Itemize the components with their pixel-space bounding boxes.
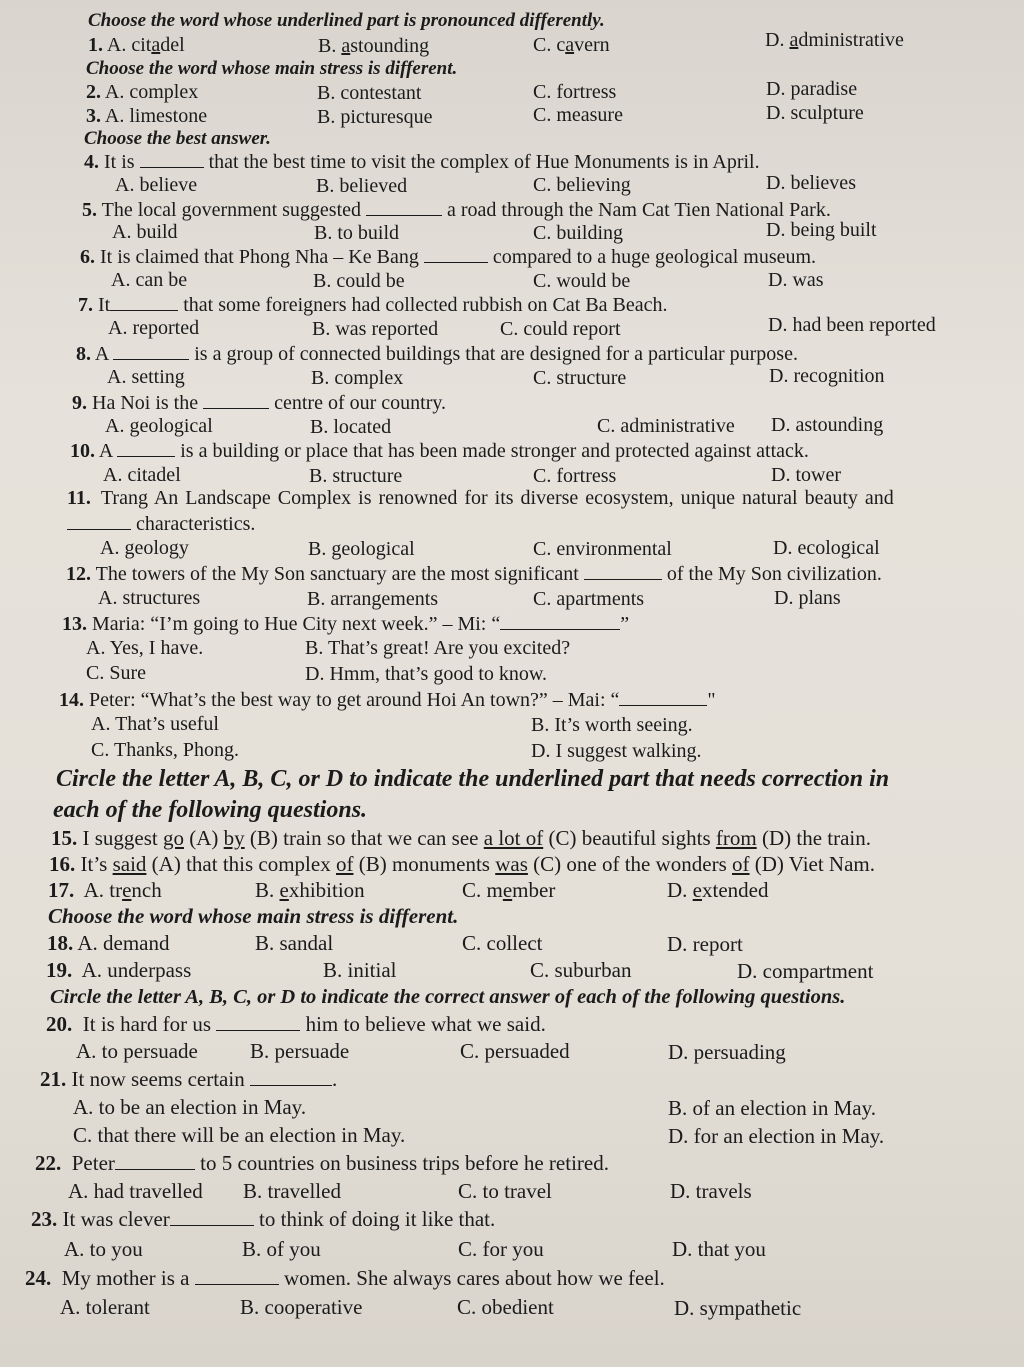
question-8: 8. A is a group of connected buildings that are designed for a particular purpose. <box>76 343 798 365</box>
question-14: 14. Peter: “What’s the best way to get around Hoi An town?” – Mai: “ " <box>59 689 716 711</box>
option-d: D. plans <box>774 587 841 609</box>
option-c: C. would be <box>533 270 631 292</box>
option-b: B. exhibition <box>255 878 365 902</box>
option-a: A. to persuade <box>76 1039 198 1063</box>
question-3: 3. A. limestone <box>86 105 208 127</box>
option-c: C. Sure <box>86 662 146 684</box>
option-c: C. to travel <box>458 1179 552 1203</box>
option-d: D. travels <box>670 1179 752 1203</box>
option-b: B. was reported <box>312 318 439 340</box>
question-11: 11. Trang An Landscape Complex is renowned for its diverse ecosystem, unique natural beauty and <box>67 487 894 509</box>
option-b: B. located <box>310 416 392 438</box>
question-1: 1. A. citadel <box>88 34 185 56</box>
question-6: 6. It is claimed that Phong Nha – Ke Bang compared to a huge geological museum. <box>80 246 817 268</box>
option-c: C. measure <box>533 104 623 126</box>
option-c: C. that there will be an election in May. <box>73 1123 406 1147</box>
option-c: C. structure <box>533 367 627 389</box>
question-10: 10. A is a building or place that has been made stronger and protected against attack. <box>70 440 809 462</box>
question-12: 12. The towers of the My Son sanctuary are the most significant of the My Son civilization. <box>66 563 882 585</box>
option-b: B. arrangements <box>307 588 439 610</box>
question-20: 20. It is hard for us him to believe what we said. <box>46 1012 546 1036</box>
option-d: D. had been reported <box>768 314 936 336</box>
option-d: D. sculpture <box>766 102 864 124</box>
section-instruction: Choose the word whose main stress is different. <box>86 58 458 79</box>
option-d: D. being built <box>766 219 877 241</box>
option-a: A. to you <box>64 1237 143 1261</box>
option-a: A. setting <box>107 366 185 388</box>
option-c: C. apartments <box>533 588 645 610</box>
option-c: C. member <box>462 878 556 902</box>
option-a: A. believe <box>115 174 198 196</box>
option-d: D. I suggest walking. <box>531 740 702 762</box>
option-d: D. for an election in May. <box>668 1124 885 1148</box>
question-2: 2. A. complex <box>86 81 199 103</box>
option-b: B. persuade <box>250 1039 350 1063</box>
option-b: B. astounding <box>318 35 430 57</box>
question-19: 19. A. underpass <box>46 958 192 982</box>
option-c: C. collect <box>462 931 543 955</box>
option-d: D. persuading <box>668 1040 786 1064</box>
option-d: D. astounding <box>771 414 884 436</box>
option-c: C. Thanks, Phong. <box>91 739 239 761</box>
option-c: C. for you <box>458 1237 544 1261</box>
option-a: A. geological <box>105 415 213 437</box>
option-b: B. It’s worth seeing. <box>531 714 693 736</box>
option-d: D. paradise <box>766 78 858 100</box>
question-5: 5. The local government suggested a road through the Nam Cat Tien National Park. <box>82 199 831 221</box>
question-22: 22. Peter to 5 countries on business trips before he retired. <box>35 1151 609 1175</box>
option-b: B. initial <box>323 958 397 982</box>
option-b: B. cooperative <box>240 1295 363 1319</box>
option-d: D. ecological <box>773 537 880 559</box>
option-c: C. believing <box>533 174 631 196</box>
option-c: C. fortress <box>533 465 617 487</box>
option-c: C. environmental <box>533 538 672 560</box>
option-d: D. was <box>768 269 824 291</box>
option-a: A. citadel <box>103 464 181 486</box>
option-d: D. administrative <box>765 29 904 51</box>
option-c: C. obedient <box>457 1295 554 1319</box>
option-d: D. believes <box>766 172 856 194</box>
option-c: C. persuaded <box>460 1039 570 1063</box>
question-24: 24. My mother is a women. She always cares about how we feel. <box>25 1266 665 1290</box>
question-9: 9. Ha Noi is the centre of our country. <box>72 392 447 414</box>
option-c: C. building <box>533 222 624 244</box>
option-b: B. sandal <box>255 931 334 955</box>
question-7: 7. It that some foreigners had collected rubbish on Cat Ba Beach. <box>78 294 668 316</box>
question-4: 4. It is that the best time to visit the complex of Hue Monuments is in April. <box>84 151 760 173</box>
question-15: 15. I suggest go (A) by (B) train so that we can see a lot of (C) beautiful sights from (D) the train. <box>51 826 872 850</box>
question-18: 18. A. demand <box>47 931 170 955</box>
section-instruction: Circle the letter A, B, C, or D to indicate the underlined part that needs correction in <box>56 766 890 792</box>
option-b: B. picturesque <box>317 106 433 128</box>
question-11-cont: characteristics. <box>67 511 255 536</box>
option-d: D. extended <box>667 878 769 902</box>
section-instruction-cont: each of the following questions. <box>53 797 368 823</box>
option-a: A. build <box>112 221 178 243</box>
option-b: B. believed <box>316 175 408 197</box>
option-b: B. That’s great! Are you excited? <box>305 637 571 659</box>
option-b: B. of you <box>242 1237 321 1261</box>
question-23: 23. It was clever to think of doing it like that. <box>31 1207 496 1231</box>
option-d: D. report <box>667 932 743 956</box>
option-b: B. geological <box>308 538 415 560</box>
option-d: D. Hmm, that’s good to know. <box>305 663 548 685</box>
question-13: 13. Maria: “I’m going to Hue City next week.” – Mi: “ ” <box>62 613 630 635</box>
section-instruction: Choose the word whose main stress is different. <box>48 904 459 928</box>
option-a: A. Yes, I have. <box>86 637 204 659</box>
option-c: C. administrative <box>597 415 735 437</box>
option-c: C. suburban <box>530 958 632 982</box>
option-b: B. to build <box>314 222 400 244</box>
option-b: B. of an election in May. <box>668 1096 877 1120</box>
option-b: B. complex <box>311 367 404 389</box>
option-a: A. geology <box>100 537 189 559</box>
option-d: D. that you <box>672 1237 766 1261</box>
option-a: A. structures <box>98 587 201 609</box>
option-d: D. tower <box>771 464 841 486</box>
option-a: A. tolerant <box>60 1295 150 1319</box>
option-a: A. had travelled <box>68 1179 203 1203</box>
option-b: B. structure <box>309 465 403 487</box>
option-d: D. recognition <box>769 365 885 387</box>
question-16: 16. It’s said (A) that this complex of (B) monuments was (C) one of the wonders of (D) Viet Nam. <box>49 852 876 876</box>
option-b: B. travelled <box>243 1179 341 1203</box>
option-c: C. could report <box>500 318 621 340</box>
option-b: B. could be <box>313 270 405 292</box>
option-a: A. can be <box>111 269 188 291</box>
option-b: B. contestant <box>317 82 422 104</box>
section-instruction: Choose the word whose underlined part is pronounced differently. <box>88 10 605 31</box>
question-17: 17. A. trench <box>48 878 162 902</box>
option-c: C. cavern <box>533 34 610 56</box>
question-21: 21. It now seems certain . <box>40 1067 338 1091</box>
option-d: D. sympathetic <box>674 1296 802 1320</box>
option-a: A. to be an election in May. <box>73 1095 307 1119</box>
option-d: D. compartment <box>737 959 874 983</box>
section-instruction: Choose the best answer. <box>84 128 271 149</box>
option-a: A. reported <box>108 317 200 339</box>
option-a: A. That’s useful <box>91 713 219 735</box>
section-instruction: Circle the letter A, B, C, or D to indicate the correct answer of each of the following questions. <box>50 986 846 1008</box>
option-c: C. fortress <box>533 81 617 103</box>
